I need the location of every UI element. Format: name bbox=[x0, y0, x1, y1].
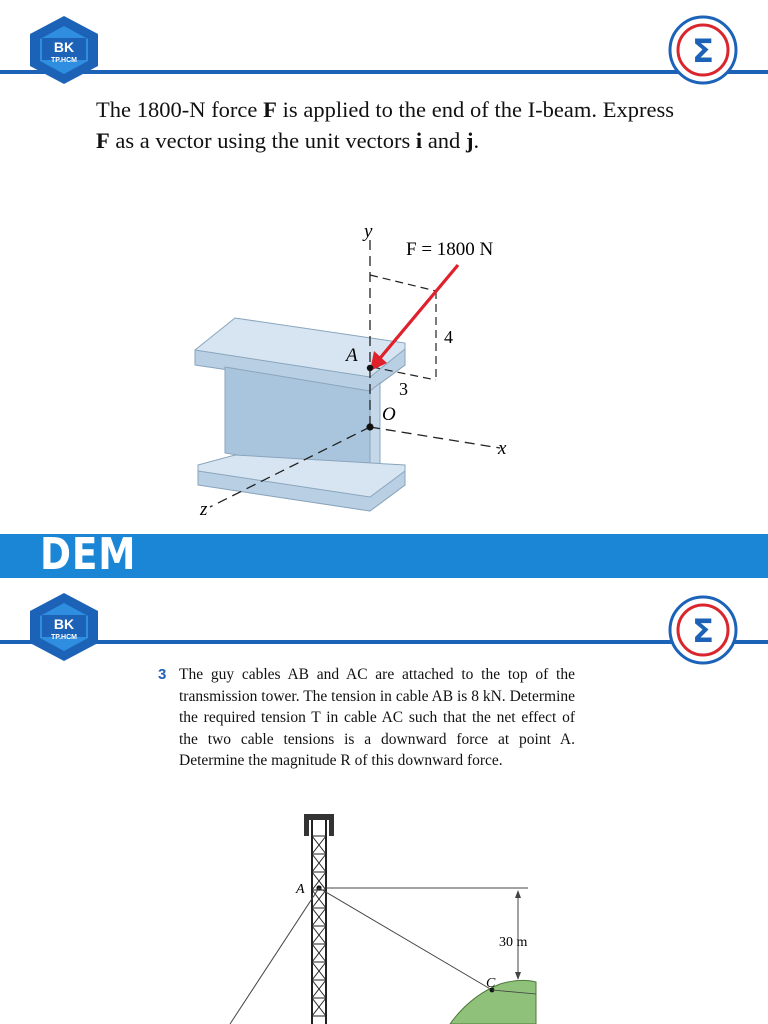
dem-logo-sigma: Σ bbox=[692, 612, 714, 650]
dem-logo-2 bbox=[667, 594, 739, 666]
problem1-statement bbox=[96, 94, 674, 156]
header-rule-top bbox=[0, 70, 768, 74]
label-4: 4 bbox=[444, 327, 453, 347]
bk-logo-text: BK bbox=[53, 39, 75, 55]
dem-logo bbox=[667, 14, 739, 86]
p1-text-bold-F: F bbox=[96, 128, 110, 153]
p1-text-part: . bbox=[473, 128, 480, 153]
bk-logo-subtext: TP.HCM bbox=[51, 634, 77, 641]
tower-figure bbox=[200, 810, 560, 1024]
p1-text-bold-F: F bbox=[263, 97, 277, 122]
label-y: y bbox=[364, 221, 373, 242]
label-A: A bbox=[346, 345, 358, 366]
label-A2: A bbox=[296, 882, 305, 897]
problem2-statement: The guy cables AB and AC are attached to the top of the transmission tower. The tension in cable AB is 8 kN. Determine the required tension T in cable AC such that the net effect of the two cable tensions is a downward force at point A. Determine the magnitude R of this downward force. bbox=[179, 666, 575, 769]
ibeam-figure bbox=[180, 215, 540, 525]
label-30m: 30 m bbox=[499, 935, 528, 950]
label-z: z bbox=[200, 499, 208, 520]
bk-logo bbox=[28, 14, 100, 86]
bk-logo-subtext: TP.HCM bbox=[51, 57, 77, 64]
header-rule-bottom bbox=[0, 640, 768, 644]
p1-text-bold-i: i bbox=[415, 128, 423, 153]
p1-text-part: is applied to the end of the I-beam. Express bbox=[276, 97, 674, 122]
problem2-number: 3 bbox=[158, 666, 167, 683]
dem-banner-label: DEM bbox=[40, 529, 137, 580]
bk-logo-2 bbox=[28, 591, 100, 663]
bk-logo-text: BK bbox=[53, 616, 75, 632]
p1-text-bold-j: j bbox=[465, 128, 474, 153]
p1-text-part: as a vector using the unit vectors bbox=[109, 128, 416, 153]
label-force: F = 1800 N bbox=[406, 239, 494, 260]
label-x: x bbox=[498, 438, 507, 459]
p1-text-part: and bbox=[422, 128, 466, 153]
p1-text-part: The 1800-N force bbox=[96, 97, 264, 122]
label-3: 3 bbox=[399, 379, 408, 399]
dem-logo-sigma: Σ bbox=[692, 32, 714, 70]
label-C: C bbox=[486, 976, 496, 991]
label-O: O bbox=[382, 404, 396, 425]
